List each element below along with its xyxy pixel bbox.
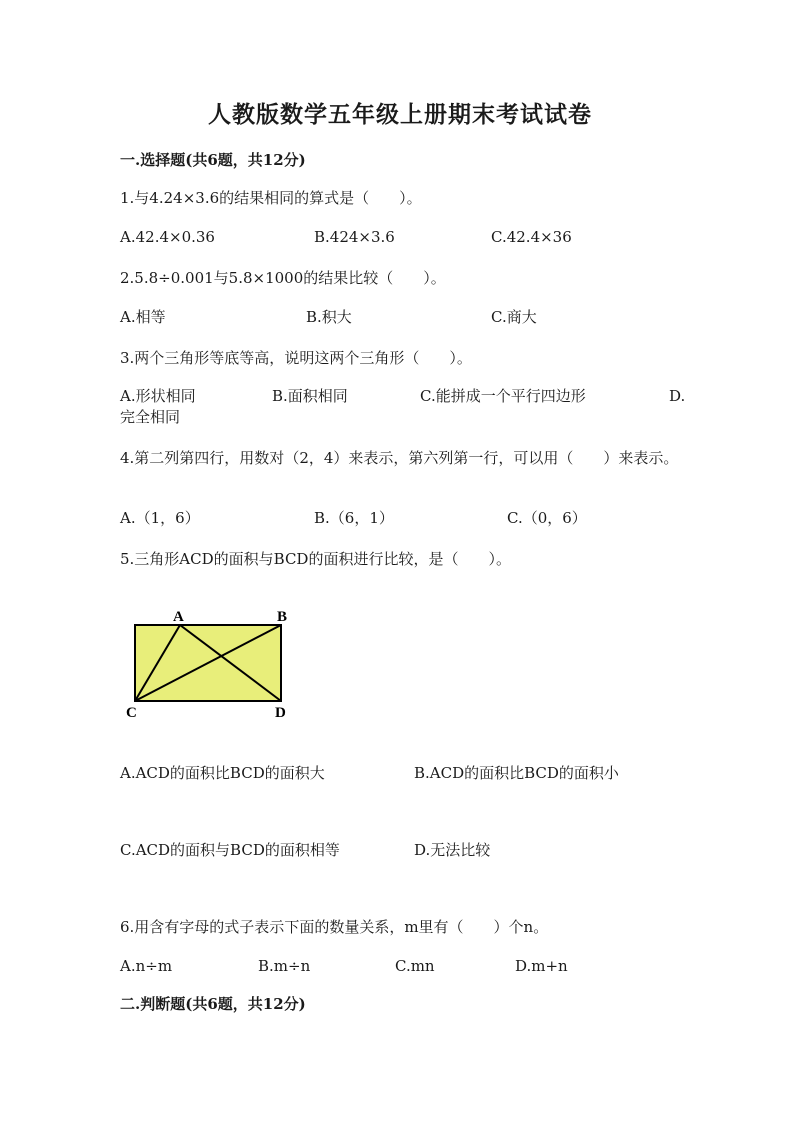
q6-option-c[interactable]: C.mn [395, 957, 435, 975]
q2-option-c[interactable]: C.商大 [491, 308, 537, 326]
question-3: 3.两个三角形等底等高，说明这两个三角形（ ）。 [120, 349, 472, 367]
section-heading-choice: 一.选择题(共6题，共12分) [120, 151, 306, 169]
figure-label-c: C [126, 705, 137, 721]
q4-option-b[interactable]: B.（6，1） [314, 509, 394, 527]
section-heading-judgment: 二.判断题(共6题，共12分) [120, 995, 306, 1013]
q1-option-a[interactable]: A.42.4×0.36 [120, 228, 215, 246]
figure-label-d: D [275, 705, 286, 721]
q5-option-a[interactable]: A.ACD的面积比BCD的面积大 [120, 764, 325, 782]
q2-option-b[interactable]: B.积大 [306, 308, 352, 326]
q6-option-a[interactable]: A.n÷m [120, 957, 173, 975]
q1-option-c[interactable]: C.42.4×36 [491, 228, 572, 246]
page-title: 人教版数学五年级上册期末考试试卷 [208, 101, 592, 128]
q4-option-c[interactable]: C.（0，6） [507, 509, 587, 527]
q3-option-c[interactable]: C.能拼成一个平行四边形 [420, 387, 586, 405]
question-6: 6.用含有字母的式子表示下面的数量关系，m里有（ ）个n。 [120, 918, 549, 936]
q2-option-a[interactable]: A.相等 [120, 308, 166, 326]
q5-option-b[interactable]: B.ACD的面积比BCD的面积小 [414, 764, 619, 782]
q5-option-d[interactable]: D.无法比较 [414, 841, 491, 859]
q5-option-c[interactable]: C.ACD的面积与BCD的面积相等 [120, 841, 340, 859]
rectangle-triangle-figure [120, 605, 310, 721]
figure-label-a: A [173, 609, 184, 625]
q3-option-d-text[interactable]: 完全相同 [120, 408, 181, 426]
q6-option-b[interactable]: B.m÷n [258, 957, 311, 975]
figure-label-b: B [277, 609, 288, 625]
q3-option-b[interactable]: B.面积相同 [272, 387, 348, 405]
question-1: 1.与4.24×3.6的结果相同的算式是（ ）。 [120, 189, 422, 207]
q3-option-a[interactable]: A.形状相同 [120, 387, 196, 405]
q6-option-d[interactable]: D.m+n [515, 957, 568, 975]
q1-option-b[interactable]: B.424×3.6 [314, 228, 395, 246]
q4-option-a[interactable]: A.（1，6） [120, 509, 200, 527]
q3-option-d[interactable]: D. [669, 387, 686, 405]
question-5: 5.三角形ACD的面积与BCD的面积进行比较，是（ ）。 [120, 550, 511, 568]
question-2: 2.5.8÷0.001与5.8×1000的结果比较（ ）。 [120, 269, 446, 287]
question-4: 4.第二列第四行，用数对（2，4）来表示，第六列第一行，可以用（ ）来表示。 [120, 449, 679, 467]
